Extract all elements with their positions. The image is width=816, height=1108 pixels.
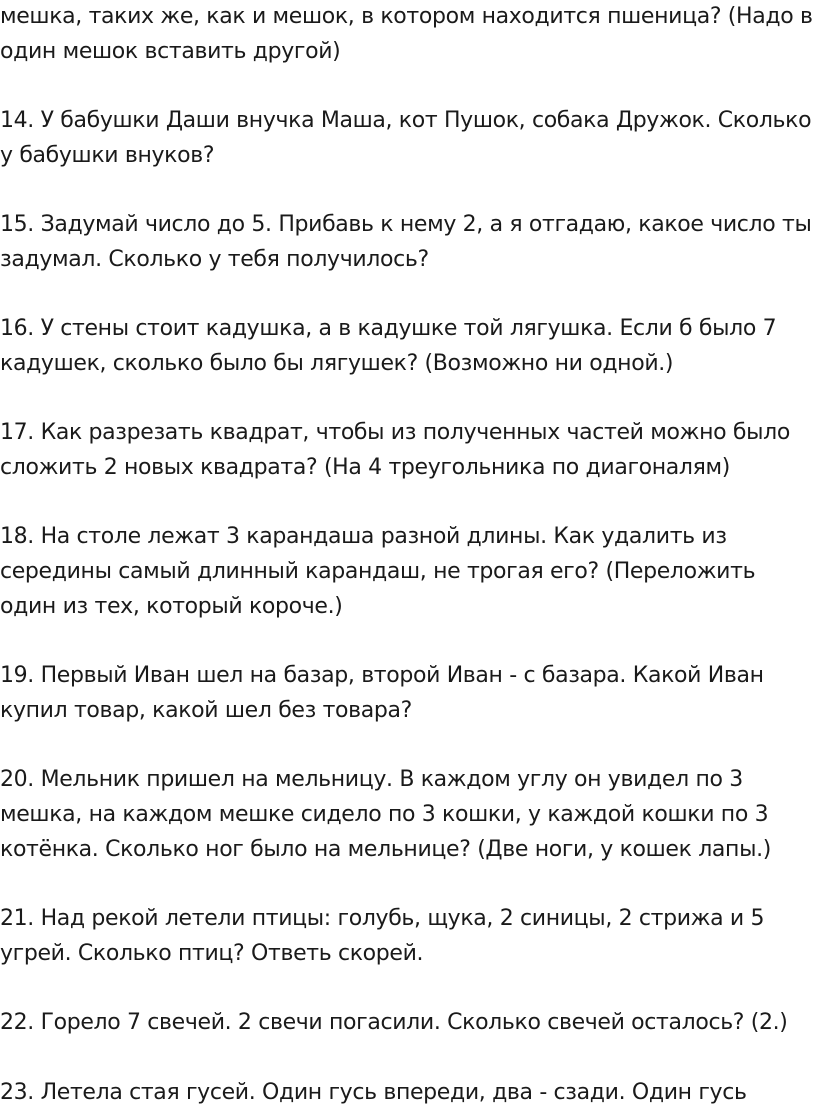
- paragraph-riddle-21: 21. Над рекой летели птицы: голубь, щука, 2 синицы, 2 стрижа и 5 угрей. Сколько птиц? Ответь скорей.: [0, 906, 765, 966]
- paragraph-riddle-16: 16. У стены стоит кадушка, а в кадушке той лягушка. Если б было 7 кадушек, сколько было бы лягушек? (Возможно ни одной.): [0, 316, 777, 376]
- paragraph-riddle-18: 18. На столе лежат 3 карандаша разной длины. Как удалить из середины самый длинный карандаш, не трогая его? (Переложить один из тех, который короче.): [0, 524, 756, 619]
- paragraph-riddle-22: 22. Горело 7 свечей. 2 свечи погасили. Сколько свечей осталось? (2.): [0, 1010, 788, 1036]
- paragraph-riddle-20: 20. Мельник пришел на мельницу. В каждом углу он увидел по 3 мешка, на каждом мешке сидело по 3 кошки, у каждой кошки по 3 котёнка. Сколько ног было на мельнице? (Две ноги, у кошек лапы.): [0, 767, 771, 862]
- paragraph-riddle-17: 17. Как разрезать квадрат, чтобы из полученных частей можно было сложить 2 новых квадрата? (На 4 треугольника по диагоналям): [0, 420, 790, 481]
- paragraph-riddle-14: 14. У бабушки Даши внучка Маша, кот Пушок, собака Дружок. Сколько у бабушки внуков?: [0, 108, 812, 168]
- paragraph-riddle-23-start: 23. Летела стая гусей. Один гусь впереди, два - сзади. Один гусь: [0, 1079, 747, 1105]
- paragraph-riddle-15: 15. Задумай число до 5. Прибавь к нему 2, а я отгадаю, какое число ты задумал. Сколько у тебя получилось?: [0, 212, 812, 272]
- paragraph-riddle-13-end: мешка, таких же, как и мешок, в котором находится пшеница? (Надо в один мешок вставить другой): [0, 4, 813, 64]
- paragraph-riddle-19: 19. Первый Иван шел на базар, второй Иван - с базара. Какой Иван купил товар, какой шел без товара?: [0, 663, 764, 723]
